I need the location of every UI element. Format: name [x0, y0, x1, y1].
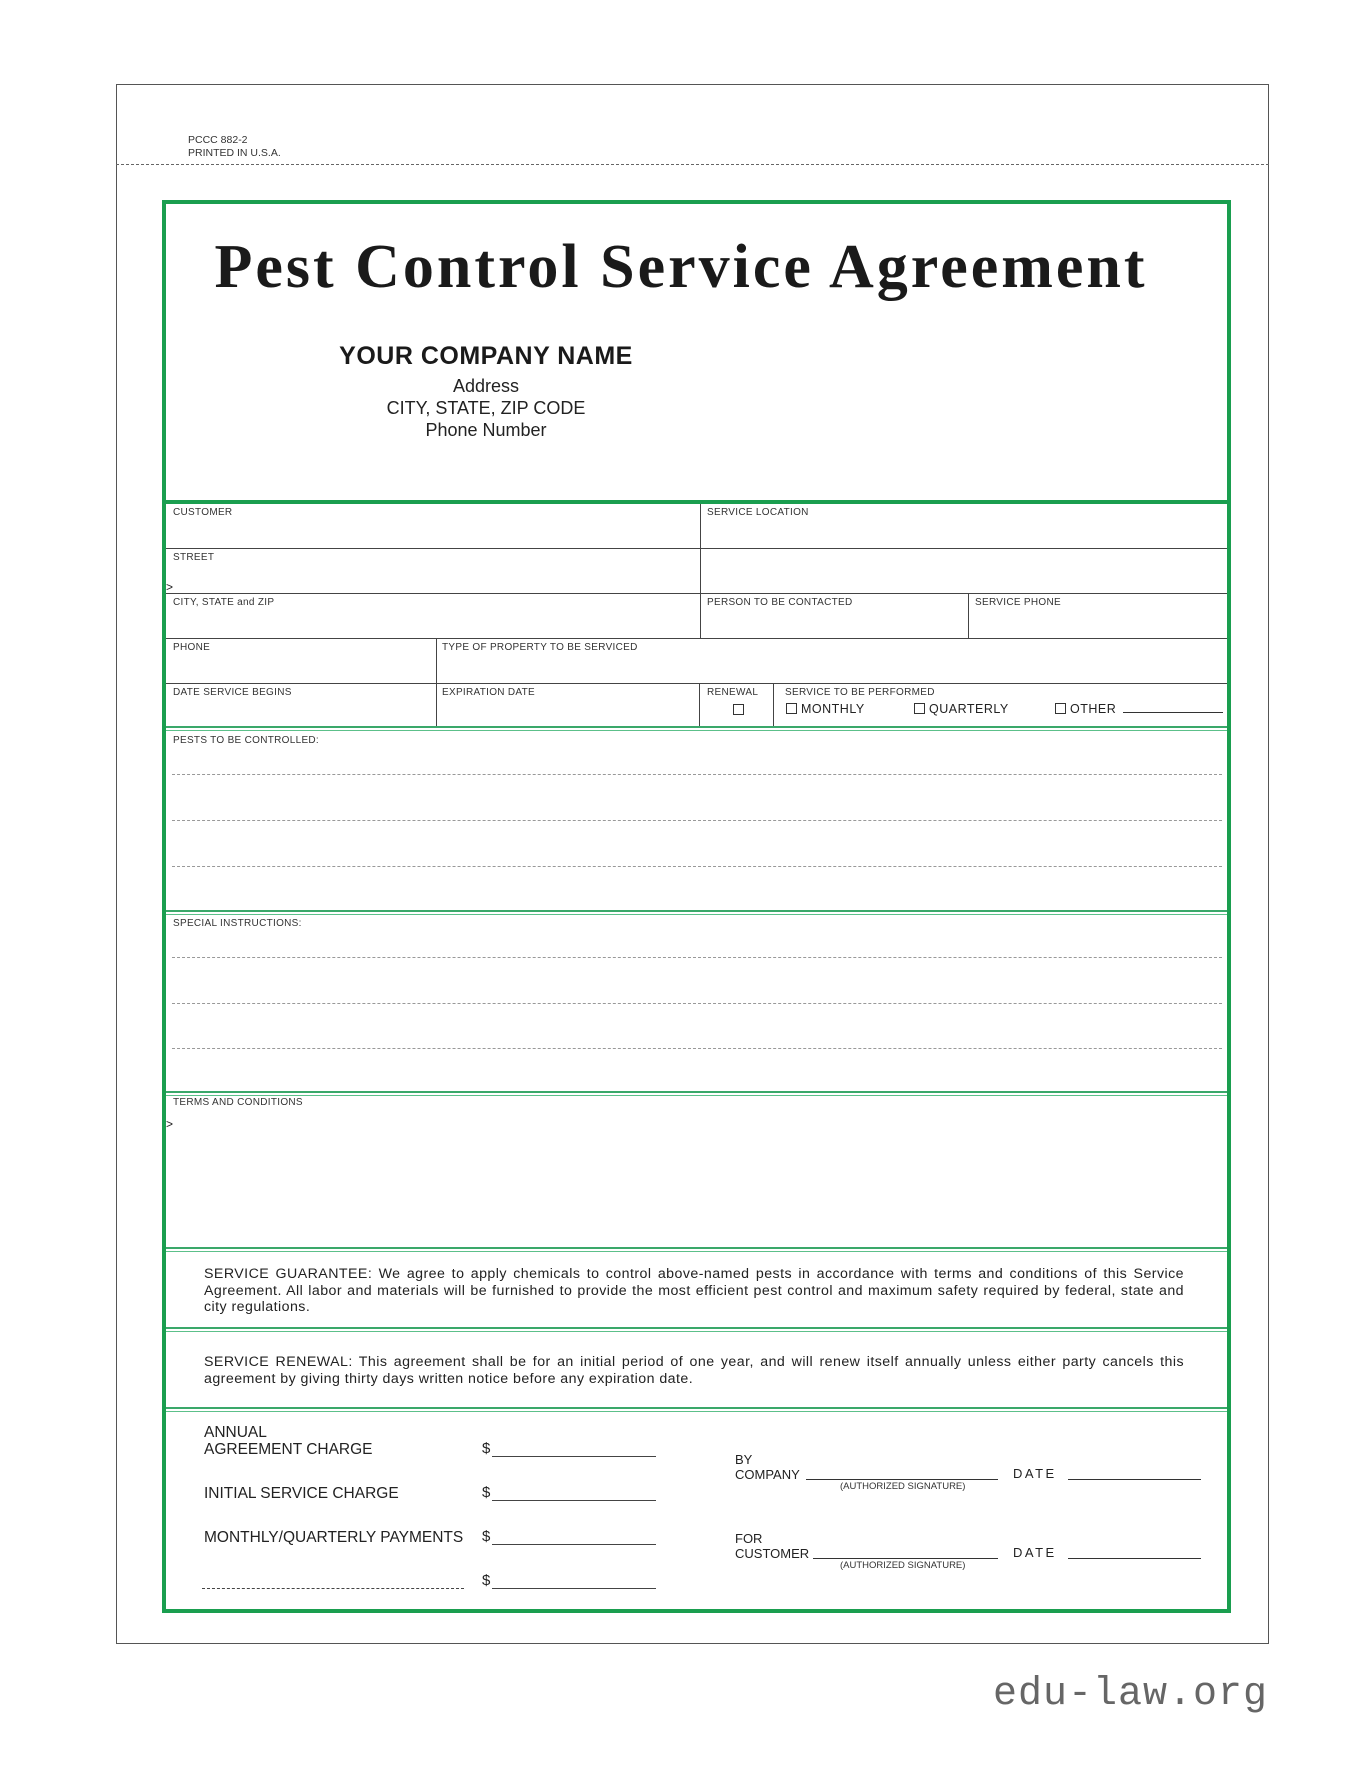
column-divider [699, 683, 700, 728]
printed-in: PRINTED IN U.S.A. [188, 147, 281, 159]
option-monthly[interactable] [786, 702, 865, 716]
quarterly-checkbox[interactable] [914, 703, 925, 714]
custom-charge-input[interactable] [492, 1588, 656, 1589]
section-divider [166, 1407, 1227, 1412]
by-company-label [735, 1452, 800, 1482]
section-divider [166, 1327, 1227, 1332]
payments-label: MONTHLY/QUARTERLY PAYMENTS [204, 1529, 464, 1546]
person-to-contact-field[interactable]: PERSON TO BE CONTACTED [707, 597, 853, 608]
company-label: COMPANY [735, 1467, 800, 1482]
annual-label-line1: ANNUAL [204, 1424, 267, 1441]
custom-charge-label-input[interactable] [202, 1588, 464, 1589]
section-divider [166, 726, 1227, 731]
currency-symbol: $ [482, 1440, 491, 1457]
row-divider [166, 548, 1227, 549]
terms-label: TERMS AND CONDITIONS [173, 1097, 303, 1108]
other-label: OTHER [1070, 702, 1117, 716]
special-line-1[interactable] [172, 957, 1222, 958]
option-quarterly[interactable] [914, 702, 1009, 716]
pests-line-2[interactable] [172, 820, 1222, 821]
annual-label-line2: AGREEMENT CHARGE [204, 1441, 373, 1458]
other-input-line[interactable] [1123, 712, 1223, 713]
annual-charge-label [204, 1424, 373, 1458]
marker-arrow: > [166, 1117, 174, 1131]
service-location-field[interactable]: SERVICE LOCATION [707, 507, 809, 518]
service-guarantee-text: SERVICE GUARANTEE: We agree to apply chemicals to control above-named pests in accordance with terms and conditions of this Service Agreement. All labor and materials will be furnished to provide the most efficient pest control and maximum safety required by federal, state and city regulations. [204, 1266, 1184, 1315]
company-block [296, 342, 676, 441]
special-line-3[interactable] [172, 1048, 1222, 1049]
quarterly-label: QUARTERLY [929, 702, 1009, 716]
customer-field[interactable]: CUSTOMER [173, 507, 233, 518]
perforation-line [116, 164, 1269, 165]
company-name: YOUR COMPANY NAME [339, 342, 633, 370]
column-divider [700, 504, 701, 638]
authorized-signature-caption: (AUTHORIZED SIGNATURE) [840, 1481, 966, 1492]
customer-date-label: DATE [1013, 1545, 1057, 1560]
form-code-number: PCCC 882-2 [188, 134, 248, 146]
service-phone-field[interactable]: SERVICE PHONE [975, 597, 1061, 608]
expiration-date-field[interactable]: EXPIRATION DATE [442, 687, 536, 698]
currency-symbol: $ [482, 1572, 491, 1589]
service-renewal-text: SERVICE RENEWAL: This agreement shall be for an initial period of one year, and will renew itself annually unless either party cancels this agreement by giving thirty days written notice before any expiration date. [204, 1354, 1184, 1387]
pests-line-3[interactable] [172, 866, 1222, 867]
authorized-signature-caption: (AUTHORIZED SIGNATURE) [840, 1560, 966, 1571]
company-signature-input[interactable] [806, 1479, 998, 1480]
customer-label: CUSTOMER [735, 1546, 810, 1561]
by-label: BY [735, 1452, 753, 1467]
city-state-zip-field[interactable]: CITY, STATE and ZIP [173, 597, 275, 608]
form-code [188, 134, 281, 160]
currency-symbol: $ [482, 1528, 491, 1545]
renewal-label: RENEWAL [707, 687, 759, 698]
section-divider [166, 1247, 1227, 1252]
header-divider [162, 500, 1231, 504]
service-performed-label: SERVICE TO BE PERFORMED [785, 687, 935, 698]
customer-signature-input[interactable] [813, 1558, 998, 1559]
monthly-checkbox[interactable] [786, 703, 797, 714]
section-divider [166, 1091, 1227, 1096]
company-date-label: DATE [1013, 1466, 1057, 1481]
section-divider [166, 910, 1227, 915]
company-phone: Phone Number [425, 420, 547, 440]
row-divider [166, 593, 1227, 594]
special-instructions-label: SPECIAL INSTRUCTIONS: [173, 918, 302, 929]
company-date-input[interactable] [1068, 1479, 1201, 1480]
company-city-state-zip: CITY, STATE, ZIP CODE [386, 398, 586, 418]
option-other[interactable] [1055, 702, 1223, 716]
page-title: Pest Control Service Agreement [214, 233, 1148, 301]
date-begins-field[interactable]: DATE SERVICE BEGINS [173, 687, 292, 698]
row-divider [166, 638, 1227, 639]
watermark: edu-law.org [993, 1672, 1269, 1717]
customer-date-input[interactable] [1068, 1558, 1201, 1559]
column-divider [773, 683, 774, 728]
for-customer-label [735, 1531, 809, 1561]
pests-line-1[interactable] [172, 774, 1222, 775]
special-line-2[interactable] [172, 1003, 1222, 1004]
annual-charge-input[interactable] [492, 1456, 656, 1457]
marker-arrow: > [166, 580, 174, 594]
company-address: Address [452, 376, 520, 396]
initial-charge-input[interactable] [492, 1500, 656, 1501]
street-field[interactable]: STREET [173, 552, 215, 563]
monthly-label: MONTHLY [801, 702, 865, 716]
column-divider [968, 593, 969, 638]
property-type-field[interactable]: TYPE OF PROPERTY TO BE SERVICED [442, 642, 638, 653]
renewal-checkbox[interactable] [733, 704, 744, 715]
currency-symbol: $ [482, 1484, 491, 1501]
payments-input[interactable] [492, 1544, 656, 1545]
other-checkbox[interactable] [1055, 703, 1066, 714]
initial-charge-label: INITIAL SERVICE CHARGE [204, 1485, 399, 1502]
row-divider [166, 683, 1227, 684]
for-label: FOR [735, 1531, 763, 1546]
phone-field[interactable]: PHONE [173, 642, 211, 653]
pests-label: PESTS TO BE CONTROLLED: [173, 735, 320, 746]
